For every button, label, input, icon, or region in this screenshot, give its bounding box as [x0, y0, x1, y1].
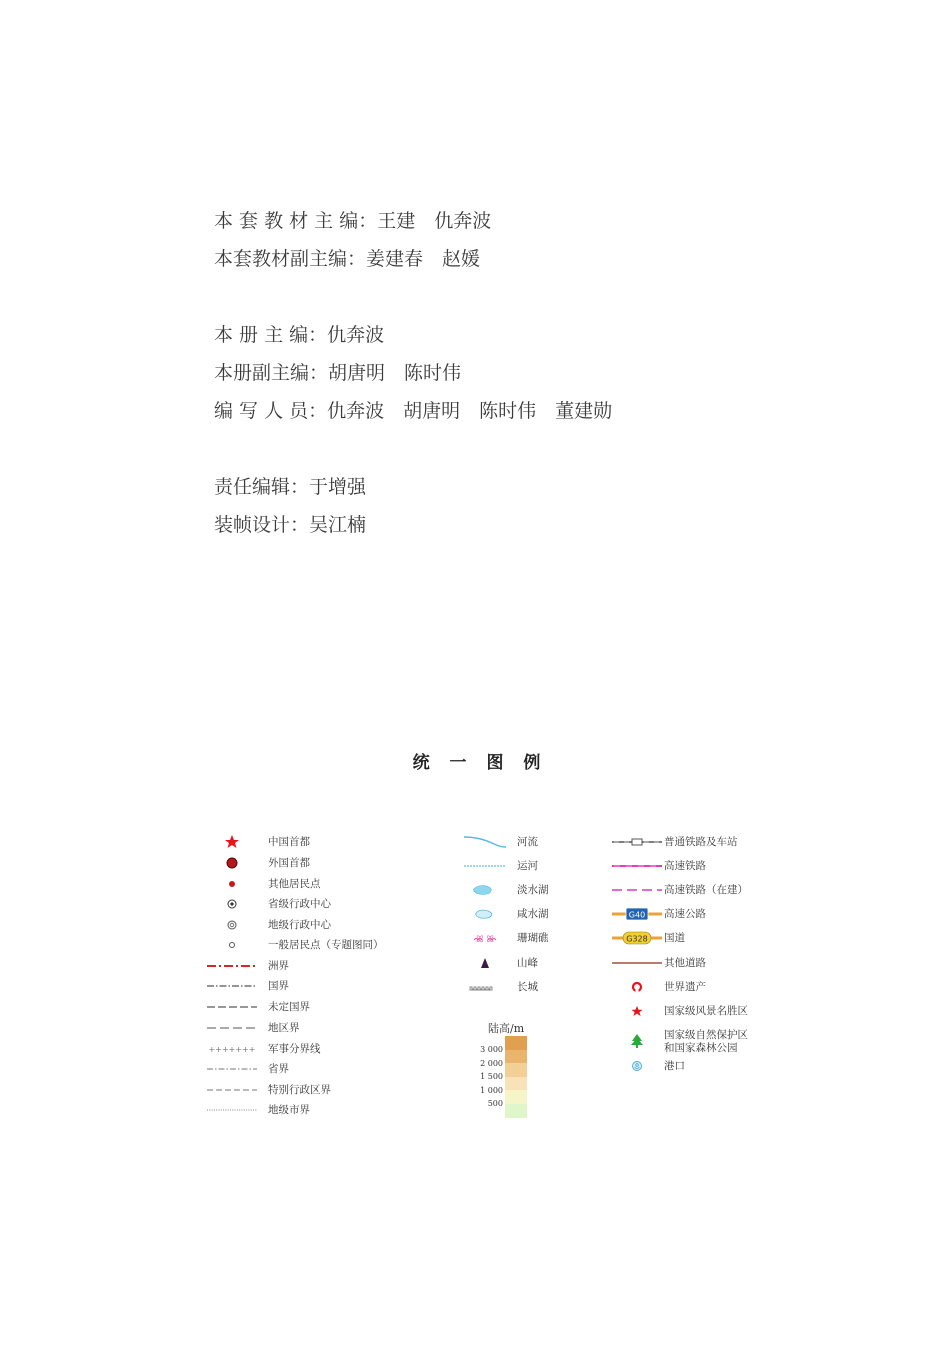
legend-label: 长城 — [517, 981, 538, 993]
elevation-tick-label: 1 500 — [480, 1072, 503, 1081]
freshwater-lake-icon — [458, 882, 512, 898]
sar-boundary-icon — [205, 1082, 259, 1098]
river-icon — [458, 834, 512, 850]
elevation-color-band — [505, 1050, 527, 1064]
continent-boundary-icon-svg — [205, 958, 259, 974]
port-icon-svg — [610, 1058, 664, 1074]
legend-label: 外国首都 — [268, 857, 310, 869]
port-icon — [610, 1058, 664, 1074]
great-wall-icon — [458, 979, 512, 995]
nature-reserve-icon — [610, 1033, 664, 1049]
small-circle-icon-svg — [205, 937, 259, 953]
military-line-icon — [205, 1041, 259, 1057]
elevation-color-band — [505, 1063, 527, 1077]
railway-station-icon — [610, 834, 664, 850]
legend-label: 地级行政中心 — [268, 919, 331, 931]
legend-label: 国家级风景名胜区 — [664, 1005, 748, 1017]
legend-label-line: 和国家森林公园 — [664, 1042, 738, 1054]
scenic-area-icon-svg — [610, 1003, 664, 1019]
undefined-boundary-icon-svg — [205, 999, 259, 1015]
credit-line: 编 写 人 员：仇奔波 胡唐明 陈时伟 董建勋 — [214, 400, 613, 422]
legend-label: 地级市界 — [268, 1104, 310, 1116]
world-heritage-icon — [610, 979, 664, 995]
elevation-color-band — [505, 1036, 527, 1050]
legend-label: 其他居民点 — [268, 878, 321, 890]
continent-boundary-icon — [205, 958, 259, 974]
legend-label: 高速铁路 — [664, 860, 706, 872]
elevation-title: 陆高/m — [488, 1022, 525, 1035]
svg-text:ꕤ ꕤ: ꕤ ꕤ — [476, 935, 494, 945]
high-speed-rail-construction-icon — [610, 882, 664, 898]
credit-line: 本套教材副主编：姜建春 赵媛 — [214, 248, 481, 270]
expressway-icon-svg — [610, 906, 664, 922]
credit-line: 本 册 主 编：仇奔波 — [214, 324, 385, 346]
legend-label: 国界 — [268, 980, 289, 992]
undefined-boundary-icon — [205, 999, 259, 1015]
high-speed-rail-icon-svg — [610, 858, 664, 874]
city-boundary-icon-svg — [205, 1102, 259, 1118]
red-star-icon — [205, 834, 259, 850]
legend-label: 高速铁路（在建） — [664, 884, 748, 896]
military-line-icon-svg — [205, 1041, 259, 1057]
credit-line: 责任编辑：于增强 — [214, 476, 367, 498]
region-boundary-icon — [205, 1020, 259, 1036]
legend-label: 未定国界 — [268, 1001, 310, 1013]
scenic-area-icon — [610, 1003, 664, 1019]
great-wall-icon-svg — [458, 979, 512, 995]
legend-label: 咸水湖 — [517, 908, 549, 920]
legend-label: 高速公路 — [664, 908, 706, 920]
elevation-color-band — [505, 1090, 527, 1104]
sar-boundary-icon-svg — [205, 1082, 259, 1098]
nature-reserve-icon-svg — [610, 1033, 664, 1049]
region-boundary-icon-svg — [205, 1020, 259, 1036]
elevation-tick-label: 2 000 — [480, 1058, 503, 1068]
province-boundary-icon — [205, 1061, 259, 1077]
prefecture-center-icon-svg — [205, 917, 259, 933]
legend-label: 地区界 — [268, 1022, 300, 1034]
high-speed-rail-construction-icon-svg — [610, 882, 664, 898]
railway-station-icon-svg — [610, 834, 664, 850]
svg-text:G328: G328 — [626, 934, 648, 944]
river-icon-svg — [458, 834, 512, 850]
legend-label: 港口 — [664, 1060, 685, 1072]
city-boundary-icon — [205, 1102, 259, 1118]
foreign-capital-icon — [205, 855, 259, 871]
svg-text:+++++++: +++++++ — [208, 1045, 256, 1054]
other-road-icon-svg — [610, 955, 664, 971]
legend-label: 省级行政中心 — [268, 898, 331, 910]
other-road-icon — [610, 955, 664, 971]
credit-line: 本册副主编：胡唐明 陈时伟 — [214, 362, 462, 384]
legend-label: 洲界 — [268, 960, 289, 972]
elevation-tick-label: 1 000 — [480, 1085, 503, 1095]
legend-label: 山峰 — [517, 957, 538, 969]
national-boundary-icon — [205, 978, 259, 994]
legend-label: 世界遗产 — [664, 981, 706, 993]
saltwater-lake-icon — [458, 906, 512, 922]
legend-label: 中国首都 — [268, 836, 310, 848]
legend-label: 省界 — [268, 1063, 289, 1075]
elevation-tick-label: 500 — [487, 1099, 503, 1108]
legend-label: 军事分界线 — [268, 1043, 321, 1055]
prefecture-center-icon — [205, 917, 259, 933]
elevation-color-band — [505, 1077, 527, 1091]
red-star-icon-svg — [205, 834, 259, 850]
coral-reef-icon — [458, 930, 512, 946]
small-circle-icon — [205, 937, 259, 953]
legend-label: 淡水湖 — [517, 884, 549, 896]
province-boundary-icon-svg — [205, 1061, 259, 1077]
legend-label — [664, 1029, 774, 1055]
elevation-color-band — [505, 1104, 527, 1118]
canal-icon — [458, 858, 512, 874]
settlement-dot-icon-svg — [205, 876, 259, 892]
settlement-dot-icon — [205, 876, 259, 892]
coral-reef-icon-svg — [458, 930, 512, 946]
legend-label: 河流 — [517, 836, 538, 848]
elevation-scale — [480, 1020, 540, 1120]
legend-label: 珊瑚礁 — [517, 932, 549, 944]
national-boundary-icon-svg — [205, 978, 259, 994]
legend-label: 运河 — [517, 860, 538, 872]
provincial-center-icon-svg — [205, 896, 259, 912]
world-heritage-icon-svg — [610, 979, 664, 995]
foreign-capital-icon-svg — [205, 855, 259, 871]
provincial-center-icon — [205, 896, 259, 912]
svg-text:G40: G40 — [628, 910, 646, 920]
legend-title: 统 一 图 例 — [412, 753, 548, 773]
legend-label-line: 国家级自然保护区 — [664, 1029, 748, 1041]
peak-icon — [458, 955, 512, 971]
national-road-icon-svg — [610, 930, 664, 946]
expressway-icon — [610, 906, 664, 922]
peak-icon-svg — [458, 955, 512, 971]
elevation-tick-label: 3 000 — [480, 1045, 503, 1054]
national-road-icon — [610, 930, 664, 946]
legend-label: 其他道路 — [664, 957, 706, 969]
saltwater-lake-icon-svg — [458, 906, 512, 922]
legend-label: 特别行政区界 — [268, 1084, 331, 1096]
freshwater-lake-icon-svg — [458, 882, 512, 898]
credit-line: 本 套 教 材 主 编：王建 仇奔波 — [214, 210, 492, 232]
canal-icon-svg — [458, 858, 512, 874]
high-speed-rail-icon — [610, 858, 664, 874]
credit-line: 装帧设计：吴江楠 — [214, 514, 367, 536]
legend-label: 普通铁路及车站 — [664, 836, 738, 848]
legend-label: 一般居民点（专题图同） — [268, 939, 384, 951]
legend-label: 国道 — [664, 932, 685, 944]
